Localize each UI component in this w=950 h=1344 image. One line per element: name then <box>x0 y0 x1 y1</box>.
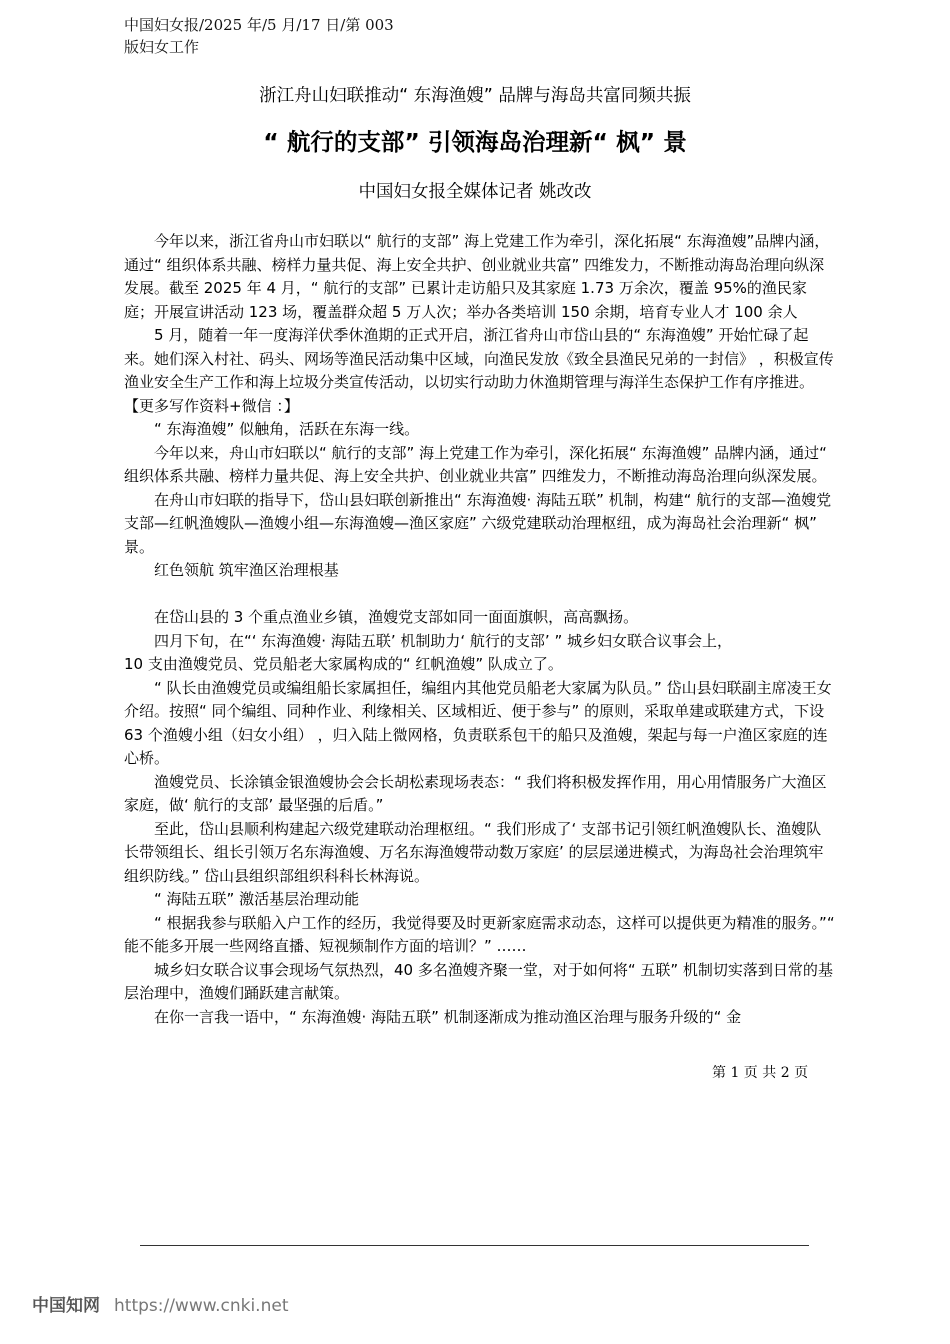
paragraph: “ 队长由渔嫂党员或编组船长家属担任，编组内其他党员船老大家属为队员。” 岱山县妇联副主席凌王女介绍。按照“ 同个编组、同种作业、利缘相关、区域相近、便于参与” 的原则，采取单建或联建方式，下设 63 个渔嫂小组（妇女小组） ，归入陆上微网格，负责联系包干的船只及渔嫂，架起与每一户渔区家庭的连心桥。 <box>124 678 832 767</box>
section-heading: 红色领航 筑牢渔区治理根基 <box>154 561 339 579</box>
paragraph: 至此，岱山县顺利构建起六级党建联动治理枢纽。“ 我们形成了‘ 支部书记引领红帆渔嫂队长、渔嫂队长带领组长、组长引领万名东海渔嫂、万名东海渔嫂带动数万家庭’ 的层层递进模式，为海岛社会治理筑牢组织防线。” 岱山县组织部组织科科长林海说。 <box>124 819 824 885</box>
paragraph: “ 根据我参与联船入户工作的经历，我觉得要及时更新家庭需求动态，这样可以提供更为精准的服务。”“ 能不能多开展一些网络直播、短视频制作方面的培训？” …… <box>124 913 835 955</box>
paragraph: 城乡妇女联合议事会现场气氛热烈，40 多名渔嫂齐聚一堂，对于如何将“ 五联” 机制切实落到日常的基层治理中，渔嫂们踊跃建言献策。 <box>124 960 833 1002</box>
site-name[interactable]: 中国知网 <box>32 1296 100 1316</box>
footer-divider <box>140 1245 809 1246</box>
article-subtitle: 浙江舟山妇联推动“ 东海渔嫂” 品牌与海岛共富同频共振 <box>259 86 691 106</box>
section-heading: “ 海陆五联” 激活基层治理动能 <box>154 890 360 908</box>
paragraph: 在你一言我一语中，“ 东海渔嫂· 海陆五联” 机制逐渐成为推动渔区治理与服务升级的“ 金 <box>154 1007 742 1026</box>
paragraph: 四月下旬，在“‘ 东海渔嫂· 海陆五联’ 机制助力‘ 航行的支部’ ” 城乡妇女联合议事会上， <box>154 631 732 650</box>
page-number: 第 1 页 共 2 页 <box>712 1065 809 1081</box>
footer <box>32 1295 288 1317</box>
paragraph: 渔嫂党员、长涂镇金银渔嫂协会会长胡松素现场表态：“ 我们将积极发挥作用，用心用情服务广大渔区家庭，做‘ 航行的支部’ 最坚强的后盾。” <box>124 772 827 814</box>
source-info <box>124 14 424 58</box>
paragraph: 在舟山市妇联的指导下，岱山县妇联创新推出“ 东海渔嫂· 海陆五联” 机制，构建“ 航行的支部—渔嫂党支部—红帆渔嫂队—渔嫂小组—东海渔嫂—渔区家庭” 六级党建联动治理枢纽，成为海岛社会治理新“ 枫” 景。 <box>124 490 832 556</box>
paragraph: 今年以来，浙江省舟山市妇联以“ 航行的支部” 海上党建工作为牵引，深化拓展“ 东海渔嫂”品牌内涵，通过“ 组织体系共融、榜样力量共促、海上安全共护、创业就业共富” 四维发力，不断推动海岛治理向纵深发展。截至 2025 年 4 月，“ 航行的支部” 已累计走访船只及其家庭 1.73 万余次，覆盖 95%的渔民家庭；开展宣讲活动 123 场，覆盖群众超 5 万人次；举办各类培训 150 余期，培育专业人才 100 余人 <box>124 232 830 321</box>
article-byline: 中国妇女报全媒体记者 姚改改 <box>358 182 592 202</box>
article-body <box>124 230 836 1029</box>
paragraph: 在岱山县的 3 个重点渔业乡镇，渔嫂党支部如同一面面旗帜，高高飘扬。 <box>154 608 639 626</box>
paragraph: 10 支由渔嫂党员、党员船老大家属构成的“ 红帆渔嫂” 队成立了。 <box>124 655 563 673</box>
source-line-2: 版妇女工作 <box>124 38 200 56</box>
paragraph: 5 月，随着一年一度海洋伏季休渔期的正式开启，浙江省舟山市岱山县的“ 东海渔嫂” 开始忙碌了起来。她们深入村社、码头、网场等渔民活动集中区域，向渔民发放《致全县渔民兄弟的一封信》 ，积极宣传渔业安全生产工作和海上垃圾分类宣传活动，以切实行动助力休渔期管理与海洋生态保护工作有序推进。【更多写作资料+微信 ：】 <box>124 326 834 415</box>
paragraph: “ 东海渔嫂” 似触角，活跃在东海一线。 <box>154 420 420 438</box>
paragraph: 今年以来，舟山市妇联以“ 航行的支部” 海上党建工作为牵引，深化拓展“ 东海渔嫂” 品牌内涵，通过“ 组织体系共融、榜样力量共促、海上安全共护、创业就业共富” 四维发力，不断推动海岛治理向纵深发展。 <box>124 443 827 485</box>
source-line-1: 中国妇女报/2025 年/5 月/17 日/第 003 <box>124 16 394 34</box>
site-url[interactable]: https://www.cnki.net <box>114 1296 289 1316</box>
article-title: “ 航行的支部” 引领海岛治理新“ 枫” 景 <box>263 128 687 156</box>
blank-line <box>124 583 836 607</box>
